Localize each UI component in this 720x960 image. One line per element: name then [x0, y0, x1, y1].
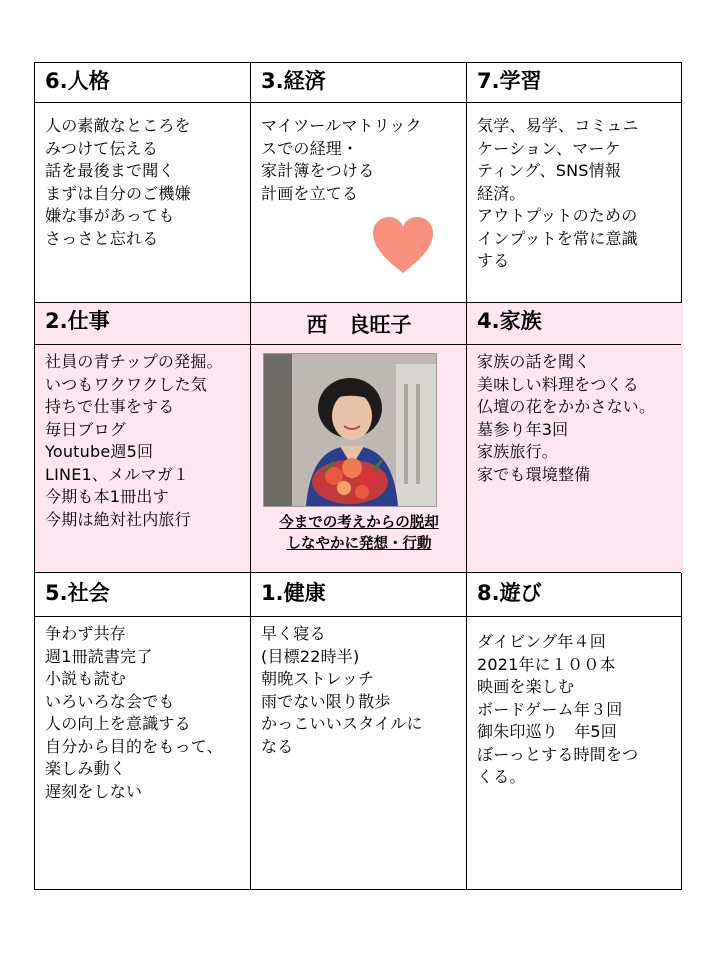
body-jinkaku: 人の素敵なところを みつけて伝える 話を最後まで聞く まずは自分のご機嫌 嫌な事があっても さっさと忘れる	[45, 116, 191, 248]
body-shigoto: 社員の青チップの発掘。 いつもワクワクした気 持ちで仕事をする 毎日ブログ Youtube週5回 LINE1、メルマガ１ 今期も本1冊出す 今期は絶対社内旅行	[45, 352, 223, 529]
cell-shakai-body	[35, 617, 251, 889]
heart-icon	[371, 215, 435, 275]
title-jinkaku: 6.人格	[45, 69, 110, 93]
portrait-photo	[263, 353, 437, 507]
cell-shakai-title	[35, 573, 251, 617]
cell-jinkaku-body	[35, 103, 251, 303]
cell-jinkaku-title	[35, 63, 251, 103]
title-kazoku: 4.家族	[477, 309, 542, 333]
body-keizai: マイツールマトリック スでの経理・ 家計簿をつける 計画を立てる	[261, 116, 422, 203]
cell-asobi-title	[467, 573, 683, 617]
body-kazoku: 家族の話を聞く 美味しい料理をつくる 仏壇の花をかかさない。 墓参り年3回 家族旅行。 家でも環境整備	[477, 352, 656, 484]
body-gakushu: 気学、易学、コミュニ ケーション、マーケ ティング、SNS情報 経済。 アウトプットのための インプットを常に意識 する	[477, 116, 639, 270]
center-name: 西 良旺子	[306, 313, 412, 337]
cell-kazoku-title	[467, 303, 683, 345]
body-asobi: ダイビング年４回 2021年に１００本 映画を楽しむ ボードゲーム年３回 御朱印巡り 年5回 ぼーっとする時間をつ くる。	[477, 632, 639, 786]
cell-kazoku-body	[467, 345, 683, 573]
portrait-illustration	[264, 354, 436, 506]
grid-divider	[250, 63, 251, 889]
grid-divider	[466, 63, 467, 889]
cell-gakushu-title	[467, 63, 683, 103]
grid-divider	[35, 102, 681, 103]
cell-kenko-body	[251, 617, 467, 889]
mandala-grid	[34, 62, 682, 890]
grid-divider	[35, 572, 681, 573]
title-gakushu: 7.学習	[477, 69, 542, 93]
cell-shigoto-body	[35, 345, 251, 573]
cell-center-title	[251, 303, 467, 345]
cell-keizai-title	[251, 63, 467, 103]
title-shigoto: 2.仕事	[45, 309, 110, 333]
cell-kenko-title	[251, 573, 467, 617]
grid-divider	[35, 616, 681, 617]
title-asobi: 8.遊び	[477, 581, 542, 605]
body-kenko: 早く寝る (目標22時半) 朝晩ストレッチ 雨でない限り散歩 かっこいいスタイルに なる	[261, 624, 423, 756]
grid-divider	[35, 344, 681, 345]
title-keizai: 3.経済	[261, 69, 326, 93]
cell-shigoto-title	[35, 303, 251, 345]
cell-keizai-body	[251, 103, 467, 303]
grid-divider	[35, 302, 681, 303]
cell-center-body	[251, 345, 467, 573]
title-kenko: 1.健康	[261, 581, 326, 605]
center-caption: 今までの考えからの脱却 しなやかに発想・行動	[279, 515, 439, 552]
cell-gakushu-body	[467, 103, 683, 303]
title-shakai: 5.社会	[45, 581, 110, 605]
cell-asobi-body	[467, 617, 683, 889]
body-shakai: 争わず共存 週1冊読書完了 小説も読む いろいろな会でも 人の向上を意識する 自分から目的をもって、 楽しみ動く 遅刻をしない	[45, 624, 223, 801]
